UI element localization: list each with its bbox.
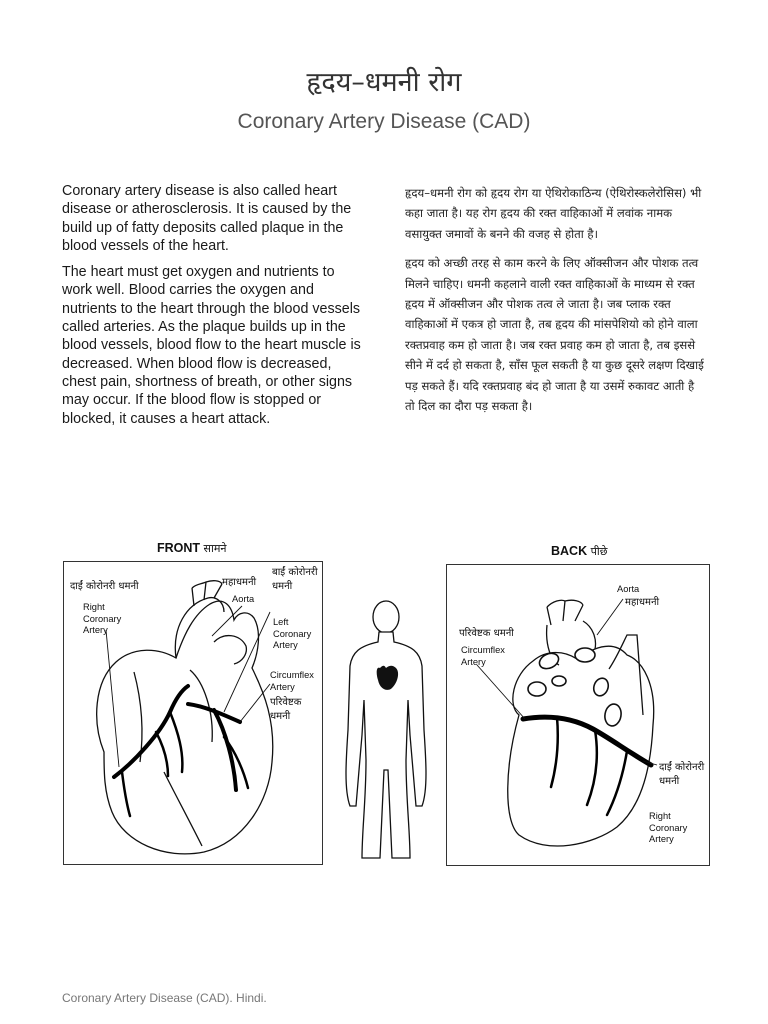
front-label-left-coronary-en: Left Coronary Artery: [273, 617, 312, 650]
front-title-hi: सामने: [203, 542, 227, 555]
front-title-en: FRONT: [157, 541, 201, 555]
small-heart-icon: [377, 666, 398, 690]
page-title-english: Coronary Artery Disease (CAD): [237, 110, 531, 133]
back-title-hi: पीछे: [590, 545, 608, 558]
front-label-circumflex-hi: परिवेष्टक धमनी: [270, 697, 302, 722]
front-heart-diagram: [63, 561, 323, 865]
back-panel-title: [551, 544, 607, 559]
back-label-right-coronary-en: Right Coronary Artery: [649, 811, 688, 844]
back-heart-diagram: [446, 564, 710, 866]
back-label-right-coronary-hi: दाईं कोरोनरी धमनी: [659, 762, 705, 787]
front-label-aorta-hi: महाधमनी: [222, 577, 257, 588]
back-label-circumflex-hi: परिवेष्टक धमनी: [459, 628, 514, 639]
front-label-circumflex-en: Circumflex Artery: [270, 670, 314, 692]
hindi-paragraph-2: हृदय को अच्छी तरह से काम करने के लिए ऑक्सीजन और पोशक तत्व मिलने चाहिए। धमनी कहलाने वाली रक्त वाहिकाओं के माध्यम से रक्त हृदय में ऑक्सीजन और पोशक तत्व ले जाता है। जब प्लाक रक्त वाहिकाओं में एकत्र हो जाता है, तब हृदय की मांसपेशियो को होने वाला रक्तप्रवाह कम हो जाता है। जब रक्त प्रवाह कम हो जाता है, तब इससे सीने में दर्द हो सकता है, साँस फूल सकती है या कुछ दूसरे लक्षण दिखाई पड़ सकते हैं। यदि रक्तप्रवाह बंद हो जाता है या उसमें रुकावट आती है तो दिल का दौरा पड़ सकता है।: [405, 256, 704, 414]
back-label-aorta-hi: महाधमनी: [625, 597, 660, 608]
english-paragraph-1: Coronary artery disease is also called heart disease or atherosclerosis. It is caused by the build up of fatty deposits called plaque in the blood vessels of the heart.: [62, 183, 352, 254]
english-paragraph-2: The heart must get oxygen and nutrients to work well. Blood carries the oxygen and nutrients to the heart through the blood vessels called arteries. As the plaque builds up in the blood vessels, blood flow to the heart muscle is decreased. When blood flow is decreased, chest pain, shortness of breath, or other signs may occur. If the blood flow is stopped or blocked, it causes a heart attack.: [62, 264, 361, 427]
hindi-paragraph-1: हृदय–धमनी रोग को हृदय रोग या ऐथिरोकाठिन्य (ऐथिरोस्कलेरोसिस) भी कहा जाता है। यह रोग हृदय की रक्त वाहिकाओं में लवांक नामक वसायुक्त जमावों के बनने की वजह से होता है।: [405, 186, 702, 241]
english-column: [62, 182, 367, 436]
hindi-column: [405, 183, 705, 425]
back-title-en: BACK: [551, 544, 588, 558]
front-panel-title: [157, 541, 227, 556]
back-label-aorta-en: Aorta: [617, 584, 640, 594]
front-label-right-coronary-en: Right Coronary Artery: [83, 602, 122, 635]
front-label-aorta-en: Aorta: [232, 594, 255, 604]
front-label-left-coronary-hi: बाईं कोरोनरी धमनी: [272, 567, 318, 592]
footer-text: Coronary Artery Disease (CAD). Hindi.: [62, 991, 267, 1005]
page-title-hindi: हृदय–धमनी रोग: [306, 67, 462, 98]
back-label-circumflex-en: Circumflex Artery: [461, 645, 505, 667]
front-label-right-coronary-hi: दाईं कोरोनरी धमनी: [70, 581, 139, 592]
